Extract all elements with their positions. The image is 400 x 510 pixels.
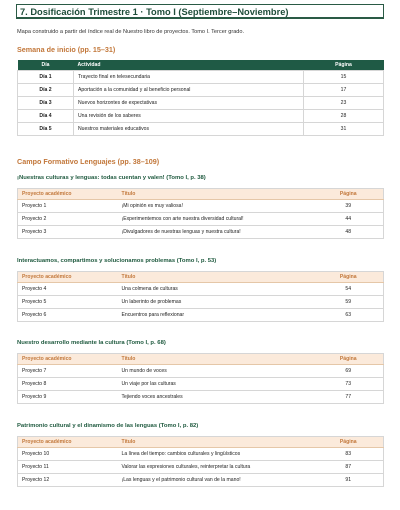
column-header-proyecto: Proyecto académico (18, 437, 118, 448)
project-cell: Proyecto 12 (18, 474, 118, 487)
page-cell: 28 (304, 110, 384, 123)
campo-heading: Campo Formativo Lenguajes (pp. 38–109) (17, 157, 160, 166)
table-row (18, 283, 384, 296)
project-cell: Proyecto 6 (18, 309, 118, 322)
semana-table (17, 60, 384, 136)
column-header-proyecto: Proyecto académico (18, 272, 118, 283)
day-cell: Día 4 (18, 110, 74, 123)
day-cell: Día 2 (18, 84, 74, 97)
projects-table (17, 188, 384, 239)
table-row (18, 296, 384, 309)
table-header-row (18, 189, 384, 200)
day-cell: Día 3 (18, 97, 74, 110)
title-cell: Valorar las expresiones culturales, reinterpretar la cultura (118, 461, 314, 474)
page-cell: 31 (304, 123, 384, 136)
title-cell: ¡Experimentemos con arte nuestra diversidad cultural! (118, 213, 314, 226)
project-cell: Proyecto 10 (18, 448, 118, 461)
page-cell: 69 (314, 365, 384, 378)
activity-cell: Trayecto final en telesecundaria (74, 71, 304, 84)
page-cell: 17 (304, 84, 384, 97)
title-cell: Una colmena de culturas (118, 283, 314, 296)
activity-cell: Nuevos horizontes de expectativas (74, 97, 304, 110)
title-cell: Un mundo de voces (118, 365, 314, 378)
page-cell: 87 (314, 461, 384, 474)
section-heading: ¡Nuestras culturas y lenguas: todas cuentan y valen! (Tomo I, p. 38) (17, 175, 206, 181)
column-header-pagina: Página (314, 354, 384, 365)
page-cell: 23 (304, 97, 384, 110)
column-header-proyecto: Proyecto académico (18, 354, 118, 365)
column-header-titulo: Título (118, 437, 314, 448)
table-row (18, 200, 384, 213)
table-row (18, 123, 384, 136)
page-cell: 44 (314, 213, 384, 226)
section-heading: Nuestro desarrollo mediante la cultura (Tomo I, p. 68) (17, 340, 166, 346)
project-cell: Proyecto 1 (18, 200, 118, 213)
page-cell: 73 (314, 378, 384, 391)
table-row (18, 448, 384, 461)
table-row (18, 365, 384, 378)
day-cell: Día 1 (18, 71, 74, 84)
table-row (18, 474, 384, 487)
table-row (18, 84, 384, 97)
section-heading: Interactuamos, compartimos y solucionamos problemas (Tomo I, p. 53) (17, 258, 217, 264)
activity-cell: Nuestros materiales educativos (74, 123, 304, 136)
table-row (18, 110, 384, 123)
table-row (18, 71, 384, 84)
project-cell: Proyecto 8 (18, 378, 118, 391)
title-cell: ¡Mi opinión es muy valiosa! (118, 200, 314, 213)
project-cell: Proyecto 11 (18, 461, 118, 474)
semana-heading: Semana de inicio (pp. 15–31) (17, 45, 116, 54)
table-row (18, 378, 384, 391)
project-cell: Proyecto 5 (18, 296, 118, 309)
title-cell: Un viaje por las culturas (118, 378, 314, 391)
page-cell: 39 (314, 200, 384, 213)
column-header-dia: Día (18, 60, 74, 71)
column-header-pagina: Página (314, 272, 384, 283)
title-cell: ¡Las lenguas y el patrimonio cultural van de la mano! (118, 474, 314, 487)
table-header-row (18, 354, 384, 365)
column-header-titulo: Título (118, 354, 314, 365)
title-cell: ¡Divulgadores de nuestras lenguas y nuestra cultura! (118, 226, 314, 239)
projects-table (17, 353, 384, 404)
page-cell: 77 (314, 391, 384, 404)
page-cell: 63 (314, 309, 384, 322)
project-cell: Proyecto 7 (18, 365, 118, 378)
day-cell: Día 5 (18, 123, 74, 136)
project-cell: Proyecto 2 (18, 213, 118, 226)
activity-cell: Aportación a la comunidad y al beneficio personal (74, 84, 304, 97)
table-row (18, 226, 384, 239)
document-title: 7. Dosificación Trimestre 1 · Tomo I (Septiembre–Noviembre) (16, 4, 384, 19)
project-cell: Proyecto 3 (18, 226, 118, 239)
page-cell: 15 (304, 71, 384, 84)
column-header-proyecto: Proyecto académico (18, 189, 118, 200)
table-header-row (18, 272, 384, 283)
table-row (18, 213, 384, 226)
table-header-row (18, 60, 384, 71)
page-cell: 54 (314, 283, 384, 296)
column-header-titulo: Título (118, 272, 314, 283)
title-cell: Encuentros para reflexionar (118, 309, 314, 322)
column-header-actividad: Actividad (74, 60, 304, 71)
projects-table (17, 271, 384, 322)
activity-cell: Una revisión de los saberes (74, 110, 304, 123)
page-cell: 91 (314, 474, 384, 487)
projects-table (17, 436, 384, 487)
page-cell: 48 (314, 226, 384, 239)
intro-text: Mapa construido a partir del índice real de Nuestro libro de proyectos. Tomo I. Tercer grado. (17, 29, 245, 35)
column-header-pagina: Página (314, 189, 384, 200)
section-heading: Patrimonio cultural y el dinamismo de las lenguas (Tomo I, p. 82) (17, 423, 199, 429)
table-row (18, 461, 384, 474)
table-row (18, 391, 384, 404)
column-header-titulo: Título (118, 189, 314, 200)
page-cell: 83 (314, 448, 384, 461)
column-header-pagina: Página (304, 60, 384, 71)
table-header-row (18, 437, 384, 448)
table-row (18, 97, 384, 110)
title-cell: Tejiendo voces ancestrales (118, 391, 314, 404)
column-header-pagina: Página (314, 437, 384, 448)
title-cell: La línea del tiempo: cambios culturales y lingüísticos (118, 448, 314, 461)
project-cell: Proyecto 9 (18, 391, 118, 404)
table-row (18, 309, 384, 322)
title-cell: Un laberinto de problemas (118, 296, 314, 309)
page-cell: 59 (314, 296, 384, 309)
project-cell: Proyecto 4 (18, 283, 118, 296)
